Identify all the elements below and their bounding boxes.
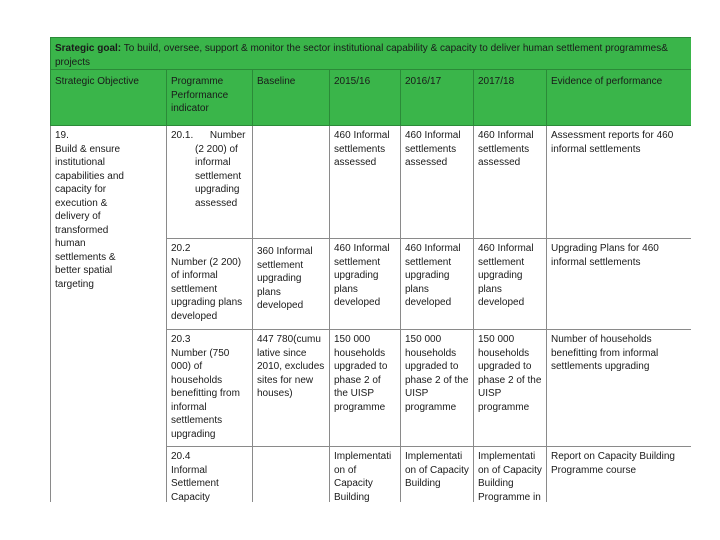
evidence-cell: Upgrading Plans for 460 informal settlements <box>547 239 692 330</box>
evidence-cell: Number of households benefitting from informal settlements upgrading <box>547 330 692 447</box>
objective-number: 19. <box>55 130 69 141</box>
baseline-cell <box>253 126 330 239</box>
target-2016-cell: Implementati on of Capacity Building <box>401 447 474 503</box>
indicator-cell <box>167 330 253 447</box>
header-2017-18: 2017/18 <box>474 70 547 126</box>
target-2016-cell: 150 000 households upgraded to phase 2 of the UISP programme <box>401 330 474 447</box>
table-row <box>51 126 692 239</box>
target-2015-cell: 460 Informal settlement upgrading plans developed <box>330 239 401 330</box>
strategic-objective-cell <box>51 126 167 503</box>
header-evidence: Evidence of performance <box>547 70 692 126</box>
strategic-goal-label: Srategic goal: <box>55 43 122 54</box>
strategic-goal-text: To build, oversee, support & monitor the sector institutional capability & capacity to deliver human settlement programmes& projects <box>55 43 668 68</box>
indicator-text: Number (750 000) of households benefitting from informal settlements upgrading <box>171 347 240 440</box>
target-2016-cell: 460 Informal settlement upgrading plans developed <box>401 239 474 330</box>
indicator-number: 20.1. <box>171 130 194 141</box>
indicator-cell <box>167 239 253 330</box>
indicator-text-first: Number <box>209 130 246 141</box>
header-2016-17: 2016/17 <box>401 70 474 126</box>
header-2015-16: 2015/16 <box>330 70 401 126</box>
baseline-cell: 447 780(cumu lative since 2010, excludes sites for new houses) <box>253 330 330 447</box>
evidence-cell: Report on Capacity Building Programme course <box>547 447 692 503</box>
target-2017-cell: 150 000 households upgraded to phase 2 of the UISP programme <box>474 330 547 447</box>
strategic-goal <box>51 38 692 70</box>
target-2015-cell: 460 Informal settlements assessed <box>330 126 401 239</box>
header-strategic-objective: Strategic Objective <box>51 70 167 126</box>
objective-text: Build & ensure institutional capabilities and capacity for execution & delivery of transformed human settlements & better spatial targeting <box>55 143 124 290</box>
indicator-cell <box>167 126 253 239</box>
indicator-cell <box>167 447 253 503</box>
baseline-cell <box>253 447 330 503</box>
slide <box>50 37 691 502</box>
header-row <box>51 70 692 126</box>
strategic-goal-row <box>51 38 692 70</box>
indicator-text: Number (2 200) of informal settlement upgrading plans developed <box>171 256 243 322</box>
target-2017-cell: Implementati on of Capacity Building Programme in <box>474 447 547 503</box>
target-2017-cell: 460 Informal settlements assessed <box>474 126 547 239</box>
target-2015-cell: Implementati on of Capacity Building <box>330 447 401 503</box>
header-baseline: Baseline <box>253 70 330 126</box>
strategic-plan-table <box>50 37 691 502</box>
baseline-cell: 360 Informal settlement upgrading plans developed <box>253 239 330 330</box>
indicator-text: (2 200) of informal settlement upgrading assessed <box>195 143 242 209</box>
indicator-number: 20.2 <box>171 243 191 254</box>
target-2016-cell: 460 Informal settlements assessed <box>401 126 474 239</box>
target-2015-cell: 150 000 households upgraded to phase 2 of the UISP programme <box>330 330 401 447</box>
header-performance-indicator: Programme Performance indicator <box>167 70 253 126</box>
indicator-number: 20.3 <box>171 334 191 345</box>
target-2017-cell: 460 Informal settlement upgrading plans developed <box>474 239 547 330</box>
evidence-cell: Assessment reports for 460 informal settlements <box>547 126 692 239</box>
indicator-text: Informal Settlement Capacity <box>171 464 219 502</box>
indicator-number: 20.4 <box>171 451 191 462</box>
